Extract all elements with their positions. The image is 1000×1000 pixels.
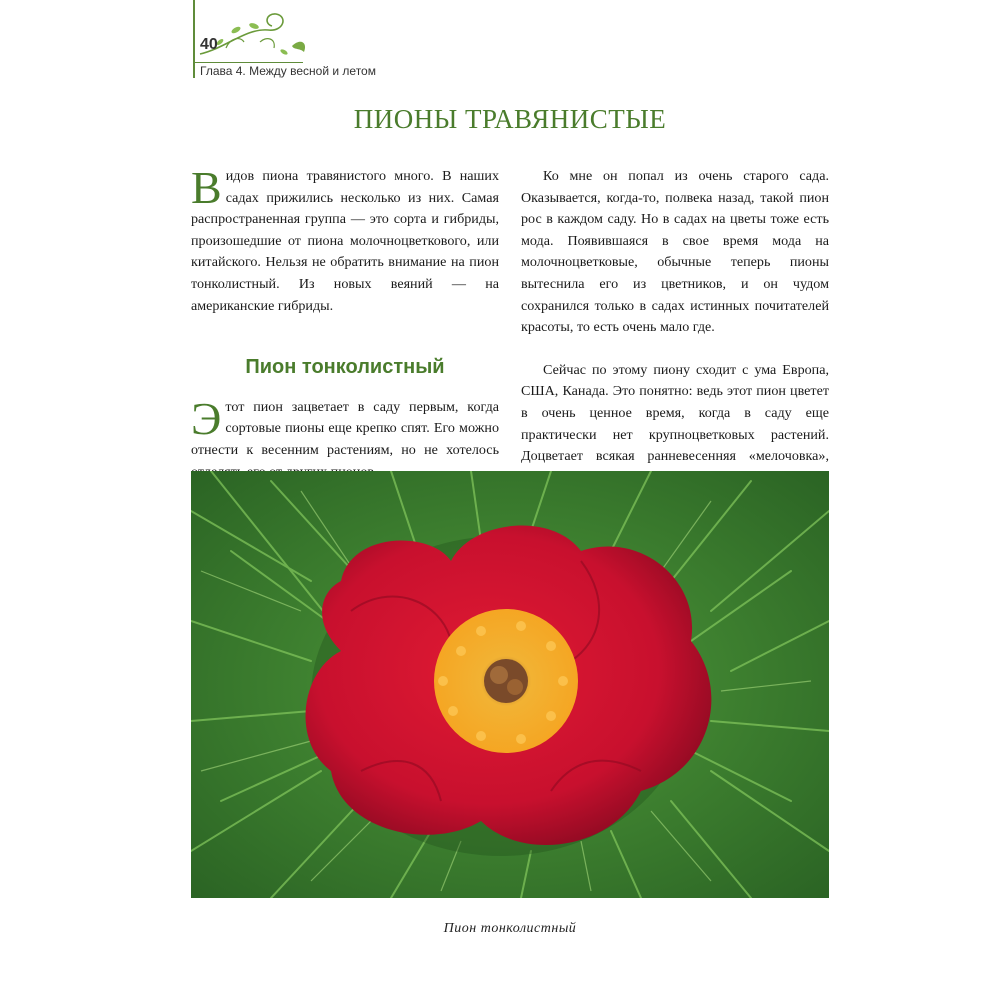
peony-flower-image xyxy=(191,471,829,898)
right-paragraph-2: Сейчас по этому пиону сходит с ума Европа, США, Канада. Это понятно: ведь этот пион цветет в очень ценное время, когда в саду еще практически нет крупноцветковых растений. Доцветает всякая ранневесенняя «мелочовка», xyxy=(521,361,829,465)
intro-dropcap: В xyxy=(191,162,222,213)
page-title: ПИОНЫ ТРАВЯНИСТЫЕ xyxy=(353,104,667,134)
page-number: 40 xyxy=(200,36,218,53)
intro-paragraph xyxy=(191,162,499,317)
header-horizontal-rule xyxy=(193,62,303,63)
section-dropcap: Э xyxy=(191,392,222,444)
peony-photo xyxy=(191,471,829,898)
intro-text: идов пиона травянистого много. В наших садах прижились несколько из них. Самая распространенная группа — это сорта и гибриды, произошедшие от пиона молочноцветкового, или китайского. Нельзя не обратить внимание на пион тонколистный. Из новых веяний — на американские гибриды. xyxy=(191,168,499,314)
right-paragraph-1: Ко мне он попал из очень старого сада. Оказывается, когда-то, полвека назад, такой пион рос в каждом саду. Но в садах на цветы тоже есть мода. Появившаяся в свое время мода на молочноцветковые, обычные теперь пионы вытеснила его из цветников, и он чудом сохранился только в садах истинных почитателей красоты, то есть очень мало где. xyxy=(521,168,829,336)
photo-caption: Пион тонколистный xyxy=(443,921,577,936)
section-subheading: Пион тонколистный xyxy=(245,356,445,379)
header-vertical-rule xyxy=(193,0,195,78)
right-column xyxy=(521,166,829,489)
section-text: тот пион зацветает в саду первым, когда сортовые пионы еще крепко спят. Его можно отнести к весенним растениям, но не хотелось xyxy=(191,398,499,458)
left-column xyxy=(191,162,499,483)
chapter-title: Глава 4. Между весной и летом xyxy=(200,64,376,78)
